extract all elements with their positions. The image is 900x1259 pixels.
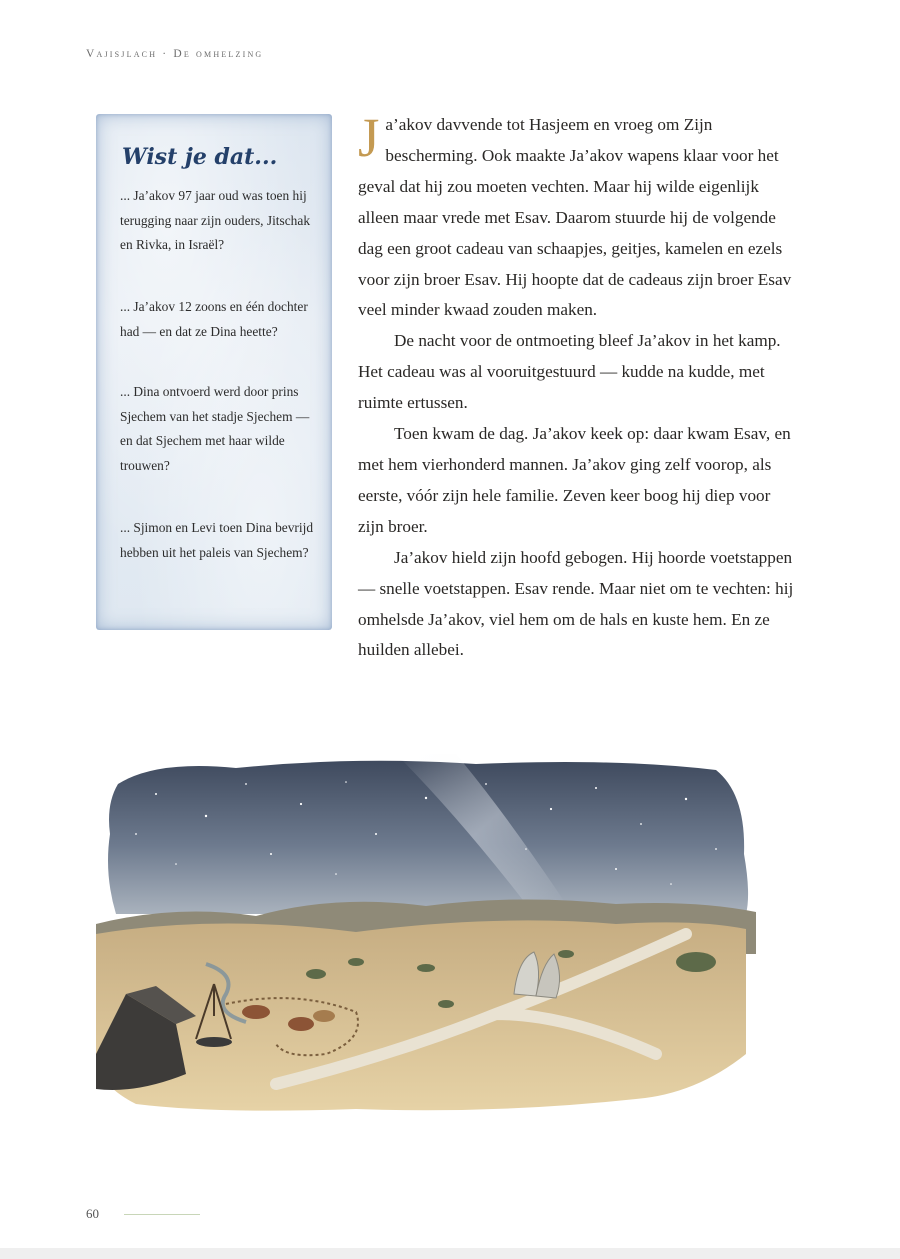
paragraph: Ja’akov davvende tot Hasjeem en vroeg om Zijn bescherming. Ook maakte Ja’akov wapens klaar voor het geval dat hij zou moeten vechten. Maar hij wilde eigenlijk alleen maar vrede met Esav. Daarom stuurde hij de volgende dag een groot cadeau van schaapjes, geitjes, kamelen en ezels voor zijn broer Esav. Hij hoopte dat de cadeaus zijn broer Esav veel minder kwaad zouden maken. — [358, 107, 792, 320]
sidebar-fact: ... Sjimon en Levi toen Dina bevrijd hebben uit het paleis van Sjechem? — [120, 520, 314, 560]
story-text — [358, 107, 798, 666]
paragraph: Ja’akov hield zijn hoofd gebogen. Hij hoorde voetstappen — snelle voetstappen. Esav rende. Maar niet om te vechten: hij omhelsde Ja’akov, viel hem om de hals en kuste hem. En ze huilden allebei. — [358, 547, 794, 660]
page-number: 60 — [86, 1206, 99, 1221]
page-edge — [0, 1248, 900, 1259]
paragraph: Toen kwam de dag. Ja’akov keek op: daar kwam Esav, en met hem vierhonderd mannen. Ja’akov ging zelf voorop, als eerste, vóór zijn hele familie. Zeven keer boog hij diep voor zijn broer. — [358, 424, 791, 536]
folio-rule — [124, 1214, 200, 1215]
did-you-know-box — [96, 114, 332, 630]
sidebar-title: Wist je dat... — [122, 144, 278, 170]
sidebar-fact: ... Ja’akov 97 jaar oud was toen hij terugging naar zijn ouders, Jitschak en Rivka, in Israël? — [120, 188, 311, 252]
sidebar-fact: ... Ja’akov 12 zoons en één dochter had — en dat ze Dina heette? — [120, 299, 308, 339]
sidebar-fact: ... Dina ontvoerd werd door prins Sjechem van het stadje Sjechem — en dat Sjechem met haar wilde trouwen? — [120, 384, 310, 473]
running-head: Vajisjlach · De omhelzing — [86, 48, 264, 60]
drop-cap: J — [358, 107, 380, 168]
paragraph: De nacht voor de ontmoeting bleef Ja’akov in het kamp. Het cadeau was al vooruitgestuurd — kudde na kudde, met ruimte ertussen. — [358, 331, 781, 413]
night-camp-illustration — [96, 754, 756, 1116]
